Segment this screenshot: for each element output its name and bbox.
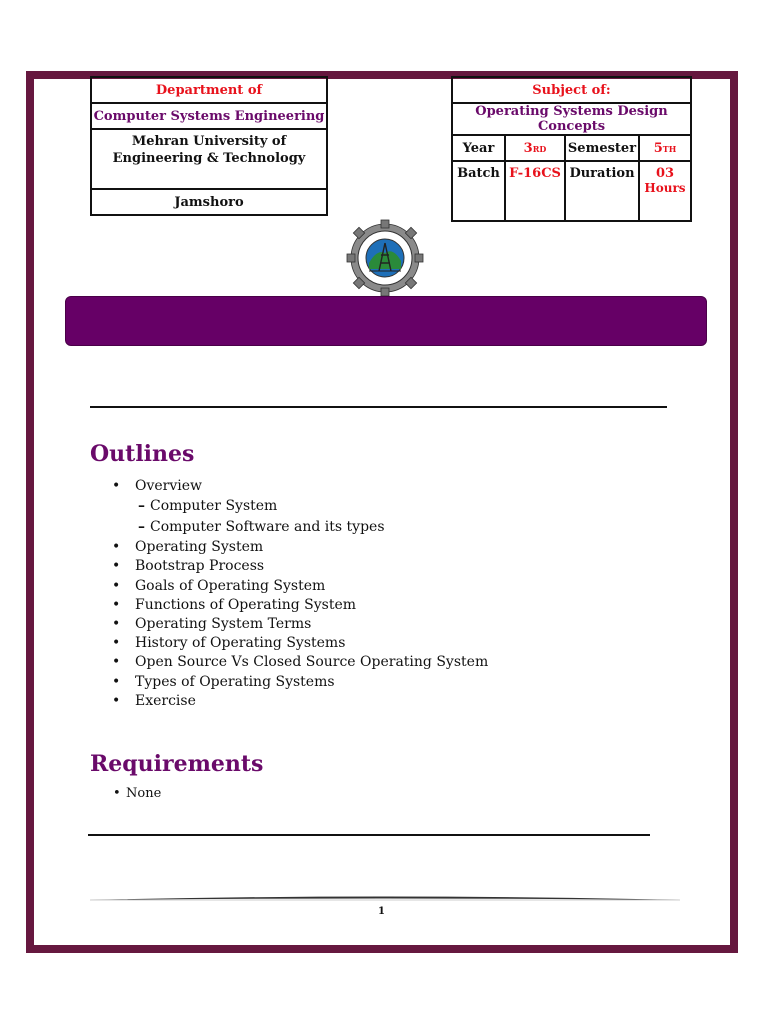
- list-item: • Functions of Operating System: [112, 596, 488, 615]
- list-item: • Operating System Terms: [112, 615, 488, 634]
- subject-name: Operating Systems Design Concepts: [452, 103, 691, 135]
- year-suffix: RD: [532, 143, 547, 154]
- footer-divider: [90, 893, 680, 905]
- university-logo: [339, 219, 431, 297]
- list-item: • Types of Operating Systems: [112, 673, 488, 692]
- year-label: Year: [452, 135, 505, 161]
- requirements-heading: Requirements: [90, 751, 264, 777]
- department-label: Department of: [91, 77, 327, 103]
- outline-list: [112, 477, 488, 711]
- list-item: • Goals of Operating System: [112, 577, 488, 596]
- section-divider-top: [90, 406, 667, 408]
- list-item: – Computer Software and its types: [138, 519, 385, 536]
- year-number: 3: [523, 140, 533, 156]
- subject-table: [451, 76, 692, 222]
- year-value: [505, 135, 565, 161]
- list-item: – Computer System: [138, 498, 278, 515]
- semester-value: [639, 135, 691, 161]
- list-item: • Exercise: [112, 692, 488, 711]
- batch-value: F-16CS: [505, 161, 565, 221]
- requirements-list: [113, 786, 161, 801]
- semester-label: Semester: [565, 135, 639, 161]
- list-item: • Open Source Vs Closed Source Operating System: [112, 653, 488, 672]
- list-item: • Bootstrap Process: [112, 557, 488, 576]
- page-number: 1: [378, 906, 385, 917]
- subject-label: Subject of:: [452, 77, 691, 103]
- title-bar: [65, 296, 707, 346]
- list-item: • Operating System: [112, 538, 488, 557]
- list-item: • Overview: [112, 477, 488, 496]
- outlines-heading: Outlines: [90, 441, 195, 467]
- semester-number: 5: [653, 140, 663, 156]
- semester-suffix: TH: [662, 143, 677, 154]
- duration-unit: Hours: [644, 181, 686, 195]
- duration-value: [639, 161, 691, 221]
- department-table: [90, 76, 328, 216]
- list-item: • None: [113, 786, 161, 801]
- list-item: • History of Operating Systems: [112, 634, 488, 653]
- department-name: Computer Systems Engineering: [91, 103, 327, 129]
- batch-label: Batch: [452, 161, 505, 221]
- duration-number: 03: [655, 166, 675, 181]
- university-name: Mehran University of Engineering & Technology: [91, 129, 327, 189]
- section-divider-bottom: [88, 834, 650, 836]
- duration-label: Duration: [565, 161, 639, 221]
- university-location: Jamshoro: [91, 189, 327, 215]
